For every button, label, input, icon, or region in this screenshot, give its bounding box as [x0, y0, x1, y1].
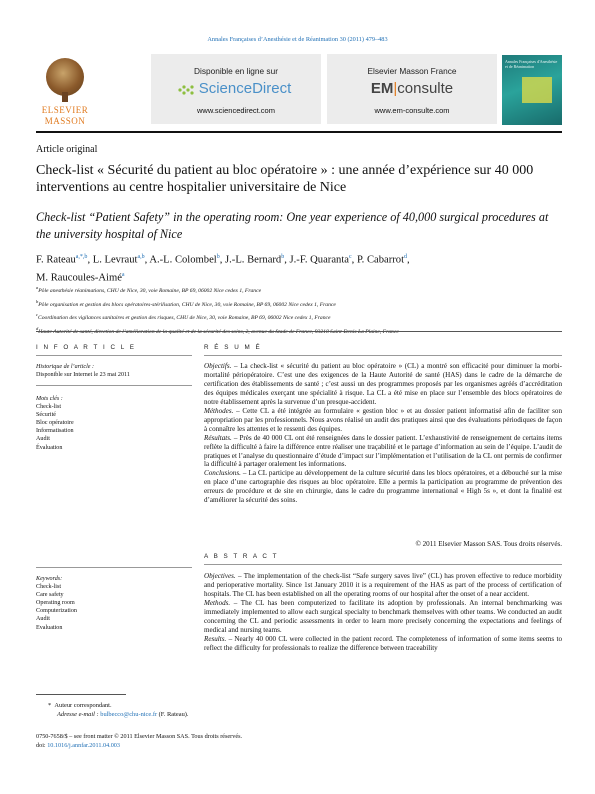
footnote-email-link[interactable]: bulbecco@chu-nice.fr — [100, 711, 158, 718]
resume-text: – Près de 40 000 CL ont été renseignées dans le dossier patient. L’exhaustivité de renseignement de certains items reflète la difficulté à faire la différence entre réaliser une traçabilité et le partage d’information au sein de l’équipe. L’audit de pratiques et l’analyse du questionnaire d’étude d’impact sur l’implémentation et l’utilisation de la CL ont permis de confirmer la difficulté à partager oralement les informations. — [204, 433, 562, 469]
footnote-marker: * — [48, 702, 52, 709]
sciencedirect-panel[interactable] — [151, 54, 321, 124]
emconsulte-logo-consulte: consulte — [397, 80, 454, 97]
mot-cle: Informatisation — [36, 428, 74, 435]
doi-label: doi: — [36, 742, 46, 750]
info-rule-1 — [36, 355, 192, 356]
history-text: Disponible sur Internet le 23 mai 2011 — [36, 372, 130, 379]
keyword: Computerization — [36, 608, 77, 615]
affiliation-list — [36, 283, 562, 337]
resume-label: Méthodes. — [204, 406, 234, 415]
corresponding-author-note — [48, 701, 548, 719]
journal-cover-title: Annales Françaises d'Anesthésie et de Réanimation — [505, 59, 558, 69]
emconsulte-logo — [327, 80, 497, 97]
resume-text: – Cette CL a été intégrée au formulaire « gestion bloc » et au dossier patient informatisé afin de faciliter son appropriation par les professionnels. Nous avons réalisé un audit des pratiques ainsi que des évaluations périodiques de façon à connaître les attentes et le ressenti des équipes. — [204, 406, 562, 433]
keyword: Operating room — [36, 600, 75, 607]
footnote-email-suffix: (F. Rateau). — [157, 711, 189, 718]
mot-cle: Check-list — [36, 404, 62, 411]
resume-text: – La check-list « sécurité du patient au bloc opératoire » (CL) a montré son efficacité pour diminuer la morbi-mortalité périopératoire. C’est une des exigences de la Haute Autorité de santé (HAS) dans le cadre de la démarche de certification des établissements de santé ; c’est aussi un des programmes proposés par les organismes agréés d’accréditation des équipes médicales exerçant une spécialité à risque. La CL a été mise en place sur l’ensemble des blocs opératoires de notre établissement après la survenue d’un presque-accident. — [204, 362, 562, 406]
resume-label: Objectifs. — [204, 362, 232, 370]
sciencedirect-url[interactable]: www.sciencedirect.com — [197, 106, 275, 115]
article-info-heading: I N F O A R T I C L E — [36, 344, 136, 351]
author-affil-sup[interactable]: a — [121, 271, 125, 278]
mot-cle: Bloc opératoire — [36, 420, 74, 427]
info-rule-2 — [36, 385, 192, 386]
sciencedirect-title: Disponible en ligne sur — [194, 66, 278, 76]
resume-paragraph — [204, 362, 562, 407]
affiliation — [36, 310, 562, 324]
emconsulte-logo-bar: | — [393, 80, 398, 97]
author-affil-sup[interactable]: a,b — [137, 254, 145, 260]
author-affil-sup[interactable]: b — [281, 254, 285, 260]
journal-cover-image[interactable] — [502, 55, 562, 125]
info-rule-3 — [36, 567, 192, 568]
mot-cle: Audit — [36, 436, 50, 443]
affiliation-text: Pôle anesthésie réanimations, CHU de Nice, 30, voie Romaine, BP 69, 06002 Nice cedex 1, France — [38, 287, 262, 294]
keywords-label: Keywords: — [36, 576, 63, 582]
author-name[interactable]: A.-L. Colombel — [149, 254, 217, 266]
doi-link[interactable]: 10.1016/j.annfar.2011.04.003 — [47, 742, 120, 750]
resume-paragraph — [204, 469, 562, 505]
affiliation — [36, 297, 562, 311]
abstract-label: Objectives. — [204, 572, 236, 580]
header-rule — [36, 131, 562, 133]
emconsulte-title: Elsevier Masson France — [367, 66, 457, 76]
affiliation-sup: c — [36, 312, 38, 318]
resume-body — [204, 362, 562, 505]
resume-paragraph — [204, 407, 562, 434]
resume-label: Conclusions. — [204, 469, 241, 478]
keyword: Evaluation — [36, 624, 63, 631]
mot-cle: Sécurité — [36, 412, 56, 419]
article-title-en: Check-list “Patient Safety” in the operating room: One year experience of 40,000 surgical procedures at the university hospital of Nice — [36, 210, 549, 241]
keyword: Care safety — [36, 592, 64, 599]
mots-cles-label: Mots clés : — [36, 396, 63, 402]
footnote-line1: Auteur correspondant. — [54, 702, 112, 709]
affiliation-text: Pôle organisation et gestion des blocs opératoires-stérilisation, CHU de Nice, 30, voie Romaine, BP 69, 06002 Nice cedex 1, France — [38, 301, 336, 308]
author-name[interactable]: L. Levraut — [92, 254, 138, 266]
section-rule — [36, 331, 562, 332]
abstract-paragraph — [204, 572, 562, 599]
resume-heading: R É S U M É — [204, 344, 262, 351]
abstract-rule — [204, 564, 562, 565]
affiliation-sup: a — [36, 285, 39, 290]
resume-rule — [204, 355, 562, 356]
abstract-text: – The CL has been computerized to facilitate its adoption by professionals. An internal benchmarking was immediately implemented to allow each surgical specialty to benchmark themselves with other teams. We conducted an audit concerning the CL and periodic assessments in order to learn more precisely concerning the expectations and feelings of medical and nursing teams. — [204, 598, 562, 634]
mots-cles-block — [36, 395, 192, 452]
article-history — [36, 363, 192, 379]
author-list: F. Rateau$^{a,*,b}$, L. Levraut$^{a,b}$, A.-L. Colombel$^b$, J.-L. Bernard$^b$, J.-F. Quaranta$^c$, P. Cabarrot$^d$, M. Raucoules-Aimé$^a$ — [36, 254, 410, 284]
author-name[interactable]: M. Raucoules-Aimé — [36, 272, 122, 284]
sciencedirect-logo — [151, 80, 321, 97]
abstract-paragraph — [204, 599, 562, 635]
article-title-fr: Check-list « Sécurité du patient au bloc opératoire » : une année d’expérience sur 40 000 interventions au centre hospitalier universitaire de Nice — [36, 163, 534, 195]
elsevier-tree-trunk — [62, 92, 68, 102]
keyword: Audit — [36, 616, 50, 623]
affiliation-text: Coordination des vigilances sanitaires et gestion des risques, CHU de Nice, 30, voie Romaine, BP 69, 06002 Nice cedex 1, France — [38, 314, 331, 321]
abstract-label: Methods. — [204, 598, 231, 607]
abstract-text: – Nearly 40 000 CL were collected in the patient record. The completeness of information of some items seems to reflect the difficulty for professionals to realize the difference between traceability — [204, 634, 562, 652]
affiliation-sup: d — [36, 325, 39, 331]
keywords-block — [36, 575, 192, 632]
author-affil-sup[interactable]: c — [348, 254, 352, 260]
footnote-email-label: Adresse e-mail : — [57, 711, 99, 718]
keyword: Check-list — [36, 584, 62, 591]
author-affil-sup[interactable]: a,*,b — [75, 254, 88, 260]
author-affil-sup[interactable]: b — [216, 254, 220, 260]
emconsulte-logo-em: EM — [370, 80, 394, 97]
abstract-heading: A B S T R A C T — [204, 553, 279, 560]
footnote-rule — [36, 694, 126, 695]
elsevier-wordmark: ELSEVIER — [41, 105, 89, 115]
emconsulte-url[interactable]: www.em-consulte.com — [374, 106, 450, 115]
affiliation — [36, 283, 562, 297]
abstract-body — [204, 572, 562, 653]
journal-citation[interactable]: Annales Françaises d’Anesthésie et de Réanimation 30 (2011) 479–483 — [207, 36, 388, 43]
emconsulte-panel[interactable] — [327, 54, 497, 124]
front-matter-line: 0750-7658/$ – see front matter © 2011 Elsevier Masson SAS. Tous droits réservés. — [36, 733, 243, 740]
elsevier-tree-icon — [46, 58, 84, 96]
author-name[interactable]: P. Cabarrot — [356, 254, 405, 266]
elsevier-masson-logo[interactable] — [36, 54, 94, 128]
author-name[interactable]: J.-L. Bernard — [225, 254, 282, 266]
sciencedirect-logo-text: ScienceDirect — [198, 80, 292, 97]
affiliation-sup: b — [36, 298, 39, 304]
journal-cover-graphic — [522, 77, 552, 103]
resume-paragraph — [204, 434, 562, 470]
front-matter-info — [36, 732, 562, 750]
resume-label: Résultats. — [204, 433, 232, 442]
abstract-text: – The implementation of the check-list “Safe surgery saves live” (CL) has proven effective to reduce morbidity and perioperative mortality. Since 1st January 2010 it is a requirement of the HAS as part of the process of certification of hospitals. The CL has been established on all the operating rooms of our hospital after the onset of a near accident. — [204, 572, 562, 598]
resume-copyright: © 2011 Elsevier Masson SAS. Tous droits réservés. — [415, 540, 562, 548]
article-type: Article original — [36, 144, 98, 155]
author-name[interactable]: J.-F. Quaranta — [289, 254, 349, 266]
resume-text: – La CL participe au développement de la culture sécurité dans les blocs opératoires, et a débouché sur la mise en place d’une cartographie des risques au bloc opératoire. Elle a permis la participation au programme de prévention des erreurs de procédure et de site en chirurgie, dans le cadre du programme international « High 5s », et dont la finalité est d’améliorer la sécurité des soins. — [204, 469, 562, 505]
abstract-label: Results. — [204, 634, 227, 643]
abstract-paragraph — [204, 635, 562, 653]
mot-cle: Évaluation — [36, 444, 63, 451]
history-label: Historique de l’article : — [36, 364, 95, 370]
author-name[interactable]: F. Rateau — [36, 254, 76, 266]
author-affil-sup[interactable]: d — [404, 254, 408, 260]
masson-wordmark: MASSON — [44, 116, 86, 126]
